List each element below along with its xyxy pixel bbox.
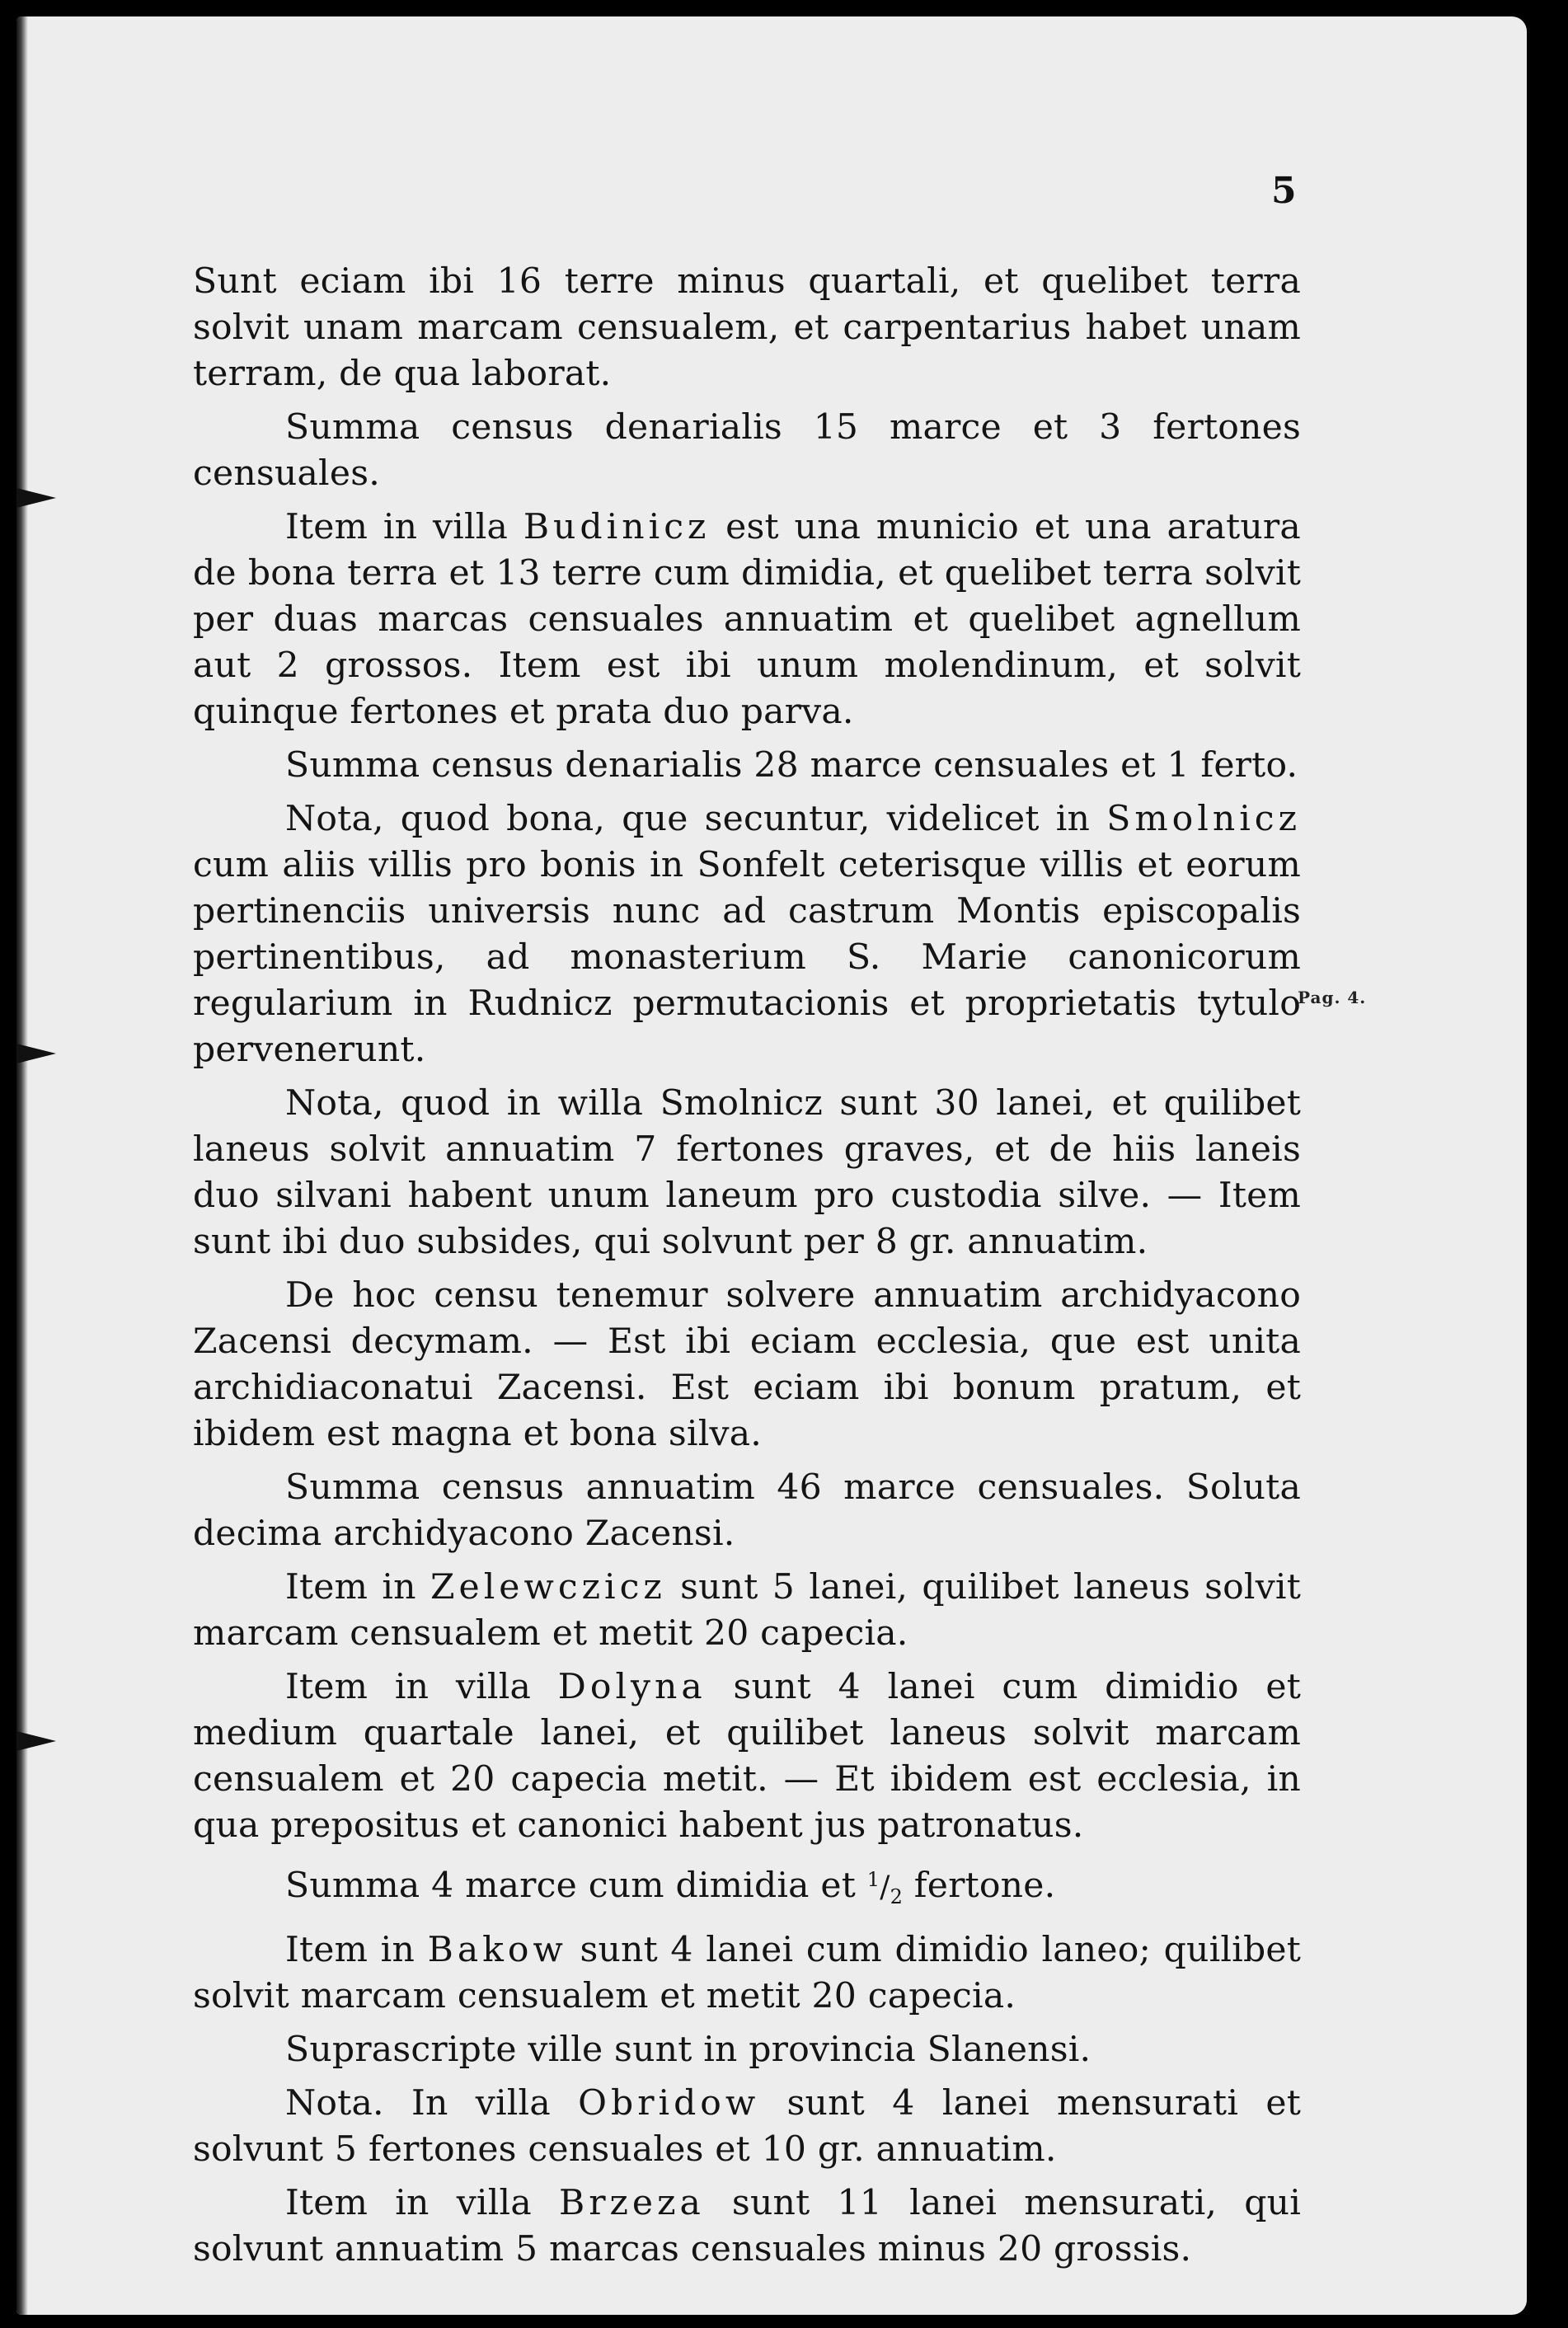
paragraph: Nota, quod bona, que secuntur, videlicet in Smolnicz cum aliis villis pro bonis in Sonfelt ceterisque villis et eorum pertinenciis universis nunc ad castrum Montis episcopalis pertinentibus, ad monasterium S. Marie canonicorum regularium in Rudnicz permutacionis et proprietatis tytulo pervenerunt. bbox=[193, 799, 1301, 1070]
paragraph: Item in Zelewczicz sunt 5 lanei, quilibet laneus solvit marcam censualem et metit 20 capecia. bbox=[193, 1567, 1301, 1654]
paragraph: Sunt eciam ibi 16 terre minus quartali, et quelibet terra solvit unam marcam censualem, et carpentarius habet unam terram, de qua laborat. bbox=[193, 261, 1301, 394]
paragraph: Item in Bakow sunt 4 lanei cum dimidio laneo; quilibet solvit marcam censualem et metit 20 capecia. bbox=[193, 1930, 1301, 2017]
marginal-page-reference: Pag. 4. bbox=[1298, 988, 1367, 1007]
place-name: Dolyna bbox=[557, 1667, 707, 1707]
page-binding-edge bbox=[16, 16, 28, 2315]
margin-pointer-mark bbox=[16, 486, 56, 509]
paragraph: Summa census denarialis 28 marce censuales et 1 ferto. bbox=[285, 745, 1298, 786]
paragraph: Nota, quod in willa Smolnicz sunt 30 lanei, et quilibet laneus solvit annuatim 7 fertones graves, et de hiis laneis duo silvani habent unum laneum pro custodia silve. — Item sunt ibi duo subsides, qui solvunt per 8 gr. annuatim. bbox=[193, 1083, 1301, 1262]
paragraph: De hoc censu tenemur solvere annuatim archidyacono Zacensi decymam. — Est ibi eciam ecclesia, que est unita archidiaconatui Zacensi. Est eciam ibi bonum pratum, et ibidem est magna et bona silva. bbox=[193, 1275, 1301, 1454]
paragraph: Item in villa Brzeza sunt 11 lanei mensurati, qui solvunt annuatim 5 marcas censuales minus 20 grossis. bbox=[193, 2183, 1301, 2270]
paragraph: Nota. In villa Obridow sunt 4 lanei mensurati et solvunt 5 fertones censuales et 10 gr. annuatim. bbox=[193, 2083, 1302, 2171]
margin-pointer-mark bbox=[16, 1042, 56, 1065]
place-name: Brzeza bbox=[558, 2183, 705, 2224]
paragraph: Suprascripte ville sunt in provincia Slanensi. bbox=[285, 2030, 1091, 2071]
paragraph: Summa census annuatim 46 marce censuales. Soluta decima archidyacono Zacensi. bbox=[193, 1467, 1301, 1554]
body-text bbox=[193, 259, 1301, 2280]
paragraph: Summa 4 marce cum dimidia et $^1/_2$ fertone. bbox=[285, 1866, 1056, 1909]
paragraph: Item in villa Dolyna sunt 4 lanei cum dimidio et medium quartale lanei, et quilibet laneus solvit marcam censualem et 20 capecia metit. — Et ibidem est ecclesia, in qua prepositus et canonici habent jus patronatus. bbox=[193, 1667, 1301, 1846]
place-name: Budinicz bbox=[523, 507, 711, 547]
page-number: 5 bbox=[1271, 170, 1297, 212]
document-page bbox=[16, 16, 1527, 2315]
place-name: Bakow bbox=[427, 1930, 567, 1971]
place-name: Smolnicz bbox=[1106, 799, 1301, 839]
fraction: $^1/_2$ bbox=[866, 1868, 904, 1909]
paragraph: Item in villa Budinicz est una municio et una aratura de bona terra et 13 terre cum dimidia, et quelibet terra solvit per duas marcas censuales annuatim et quelibet agnellum aut 2 grossos. Item est ibi unum molendinum, et solvit quinque fertones et prata duo parva. bbox=[193, 507, 1301, 732]
place-name: Zelewczicz bbox=[430, 1567, 666, 1608]
margin-pointer-mark bbox=[16, 1730, 56, 1753]
place-name: Obridow bbox=[578, 2083, 760, 2124]
paragraph: Summa census denarialis 15 marce et 3 fertones censuales. bbox=[193, 407, 1301, 494]
